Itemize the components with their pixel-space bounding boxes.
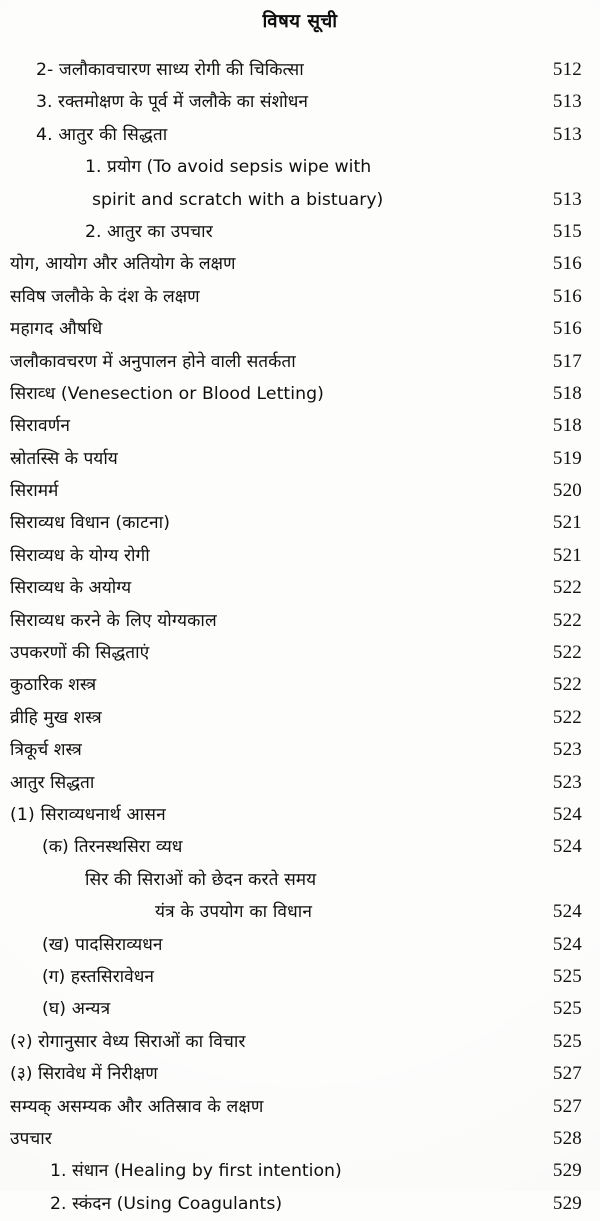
toc-entry-page-number: 523 (552, 739, 582, 761)
toc-row[interactable] (0, 994, 600, 1026)
toc-entry-label: उपकरणों की सिद्धताएं (10, 643, 150, 664)
toc-entry-label: कुठारिक शस्त्र (10, 675, 97, 696)
toc-entry-label: (ग) हस्तसिरावेधन (42, 966, 154, 987)
toc-entry-page-number: 516 (552, 253, 582, 275)
toc-entry-label: सिरामर्म (10, 481, 59, 502)
toc-entry-label: सिरावर्णन (10, 416, 71, 437)
toc-entry-page-number: 528 (552, 1127, 582, 1149)
toc-entry-label: (घ) अन्यत्र (42, 999, 111, 1020)
toc-entry-label: स्रोतस्सि के पर्याय (10, 448, 118, 469)
toc-row[interactable] (0, 735, 600, 767)
toc-row[interactable] (0, 185, 600, 217)
toc-entry-page-number: 516 (552, 285, 582, 307)
toc-entry-page-number: 524 (552, 933, 582, 955)
toc-entry-label: 2- जलौकावचारण साध्य रोगी की चिकित्सा (36, 60, 304, 80)
toc-row[interactable] (0, 703, 600, 735)
toc-row[interactable] (0, 1156, 600, 1188)
toc-entry-page-number: 512 (552, 59, 582, 80)
toc-entry-label: सिराव्यध करने के लिए योग्यकाल (10, 610, 217, 631)
toc-entry-label: (ख) पादसिराव्यधन (42, 934, 163, 955)
toc-entry-page-number: 522 (552, 706, 582, 728)
toc-row[interactable] (0, 411, 600, 443)
toc-entry-label: सिराव्यध विधान (काटना) (10, 513, 171, 534)
toc-entry-page-number: 518 (552, 415, 582, 437)
toc-row[interactable] (0, 1124, 600, 1156)
toc-row[interactable] (0, 897, 600, 929)
toc-entry-page-number: 527 (552, 1095, 582, 1117)
toc-entry-label: उपचार (10, 1128, 52, 1149)
table-of-contents (0, 55, 600, 1221)
toc-entry-label: spirit and scratch with a bistuary) (92, 189, 384, 210)
toc-row[interactable] (0, 573, 600, 605)
toc-row[interactable] (0, 1092, 600, 1124)
toc-entry-label: जलौकावचरण में अनुपालन होने वाली सतर्कता (10, 351, 296, 372)
toc-entry-label: 2. स्कंदन (Using Coagulants) (50, 1193, 283, 1214)
toc-row[interactable] (0, 87, 600, 119)
toc-entry-label: सिराव्यध के योग्य रोगी (10, 545, 150, 566)
toc-entry-label: व्रीहि मुख शस्त्र (10, 707, 102, 728)
toc-entry-page-number: 522 (552, 609, 582, 631)
toc-entry-page-number: 523 (552, 771, 582, 793)
toc-row[interactable] (0, 930, 600, 962)
toc-entry-page-number: 525 (552, 1030, 582, 1052)
toc-entry-label: सिर की सिराओं को छेदन करते समय (85, 869, 317, 890)
toc-row[interactable] (0, 379, 600, 411)
toc-row[interactable] (0, 347, 600, 379)
toc-row[interactable] (0, 476, 600, 508)
toc-entry-label: महागद औषधि (10, 319, 103, 340)
toc-entry-page-number: 517 (552, 350, 582, 372)
toc-row[interactable] (0, 638, 600, 670)
toc-entry-page-number: 516 (552, 318, 582, 340)
toc-entry-label: सिराव्ध (Venesection or Blood Letting) (10, 383, 324, 404)
toc-row[interactable] (0, 768, 600, 800)
toc-entry-page-number: 529 (552, 1160, 582, 1182)
toc-entry-page-number: 529 (552, 1192, 582, 1214)
toc-row[interactable] (0, 832, 600, 864)
toc-entry-page-number: 524 (552, 803, 582, 825)
toc-entry-label: यंत्र के उपयोग का विधान (155, 902, 313, 923)
toc-entry-page-number: 518 (552, 382, 582, 404)
toc-entry-page-number: 515 (552, 220, 582, 242)
toc-entry-page-number: 513 (552, 91, 582, 113)
toc-entry-label: 1. संधान (Healing by first intention) (50, 1161, 342, 1182)
toc-entry-page-number: 527 (552, 1063, 582, 1085)
toc-entry-page-number: 513 (552, 188, 582, 210)
page-title: विषय सूची (262, 11, 338, 32)
toc-entry-label: 4. आतुर की सिद्धता (36, 124, 168, 145)
toc-entry-page-number: 521 (552, 512, 582, 534)
toc-row[interactable] (0, 541, 600, 573)
toc-row[interactable] (0, 1059, 600, 1091)
toc-entry-label: 2. आतुर का उपचार (85, 221, 213, 242)
toc-entry-page-number: 525 (552, 965, 582, 987)
toc-entry-label: सविष जलौके के दंश के लक्षण (10, 286, 200, 307)
toc-row[interactable] (0, 670, 600, 702)
toc-entry-label: योग, आयोग और अतियोग के लक्षण (10, 254, 236, 275)
toc-entry-page-number: 522 (552, 577, 582, 599)
toc-row[interactable] (0, 282, 600, 314)
toc-entry-label: (1) सिराव्यधनार्थ आसन (10, 804, 166, 825)
toc-entry-label: 1. प्रयोग (To avoid sepsis wipe with (85, 157, 372, 178)
toc-entry-label: त्रिकूर्च शस्त्र (10, 740, 82, 761)
toc-entry-label: (क) तिरनस्थसिरा व्यध (42, 837, 183, 858)
toc-entry-page-number: 525 (552, 998, 582, 1020)
toc-row[interactable] (0, 249, 600, 281)
toc-row[interactable] (0, 865, 600, 897)
toc-entry-page-number: 522 (552, 674, 582, 696)
toc-row[interactable] (0, 152, 600, 184)
toc-entry-label: (२) रोगानुसार वेध्य सिराओं का विचार (10, 1031, 246, 1052)
toc-row[interactable] (0, 800, 600, 832)
toc-entry-label: (३) सिरावेध में निरीक्षण (10, 1064, 158, 1085)
toc-entry-label: सम्यक् असम्यक और अतिस्राव के लक्षण (10, 1096, 264, 1117)
toc-row[interactable] (0, 120, 600, 152)
toc-row[interactable] (0, 217, 600, 249)
toc-entry-label: 3. रक्तमोक्षण के पूर्व में जलौके का संशोधन (36, 92, 309, 113)
toc-entry-page-number: 521 (552, 544, 582, 566)
toc-row[interactable] (0, 508, 600, 540)
toc-entry-page-number: 524 (552, 901, 582, 923)
toc-entry-page-number: 524 (552, 836, 582, 858)
toc-row[interactable] (0, 1189, 600, 1221)
toc-entry-page-number: 519 (552, 447, 582, 469)
toc-entry-page-number: 522 (552, 642, 582, 664)
toc-entry-label: सिराव्यध के अयोग्य (10, 578, 132, 599)
toc-row[interactable] (0, 1027, 600, 1059)
toc-row[interactable] (0, 314, 600, 346)
toc-entry-label: आतुर सिद्धता (10, 772, 95, 793)
toc-row[interactable] (0, 962, 600, 994)
toc-entry-page-number: 520 (552, 480, 582, 502)
toc-row[interactable] (0, 55, 600, 87)
toc-row[interactable] (0, 444, 600, 476)
toc-row[interactable] (0, 606, 600, 638)
toc-entry-page-number: 513 (552, 123, 582, 145)
